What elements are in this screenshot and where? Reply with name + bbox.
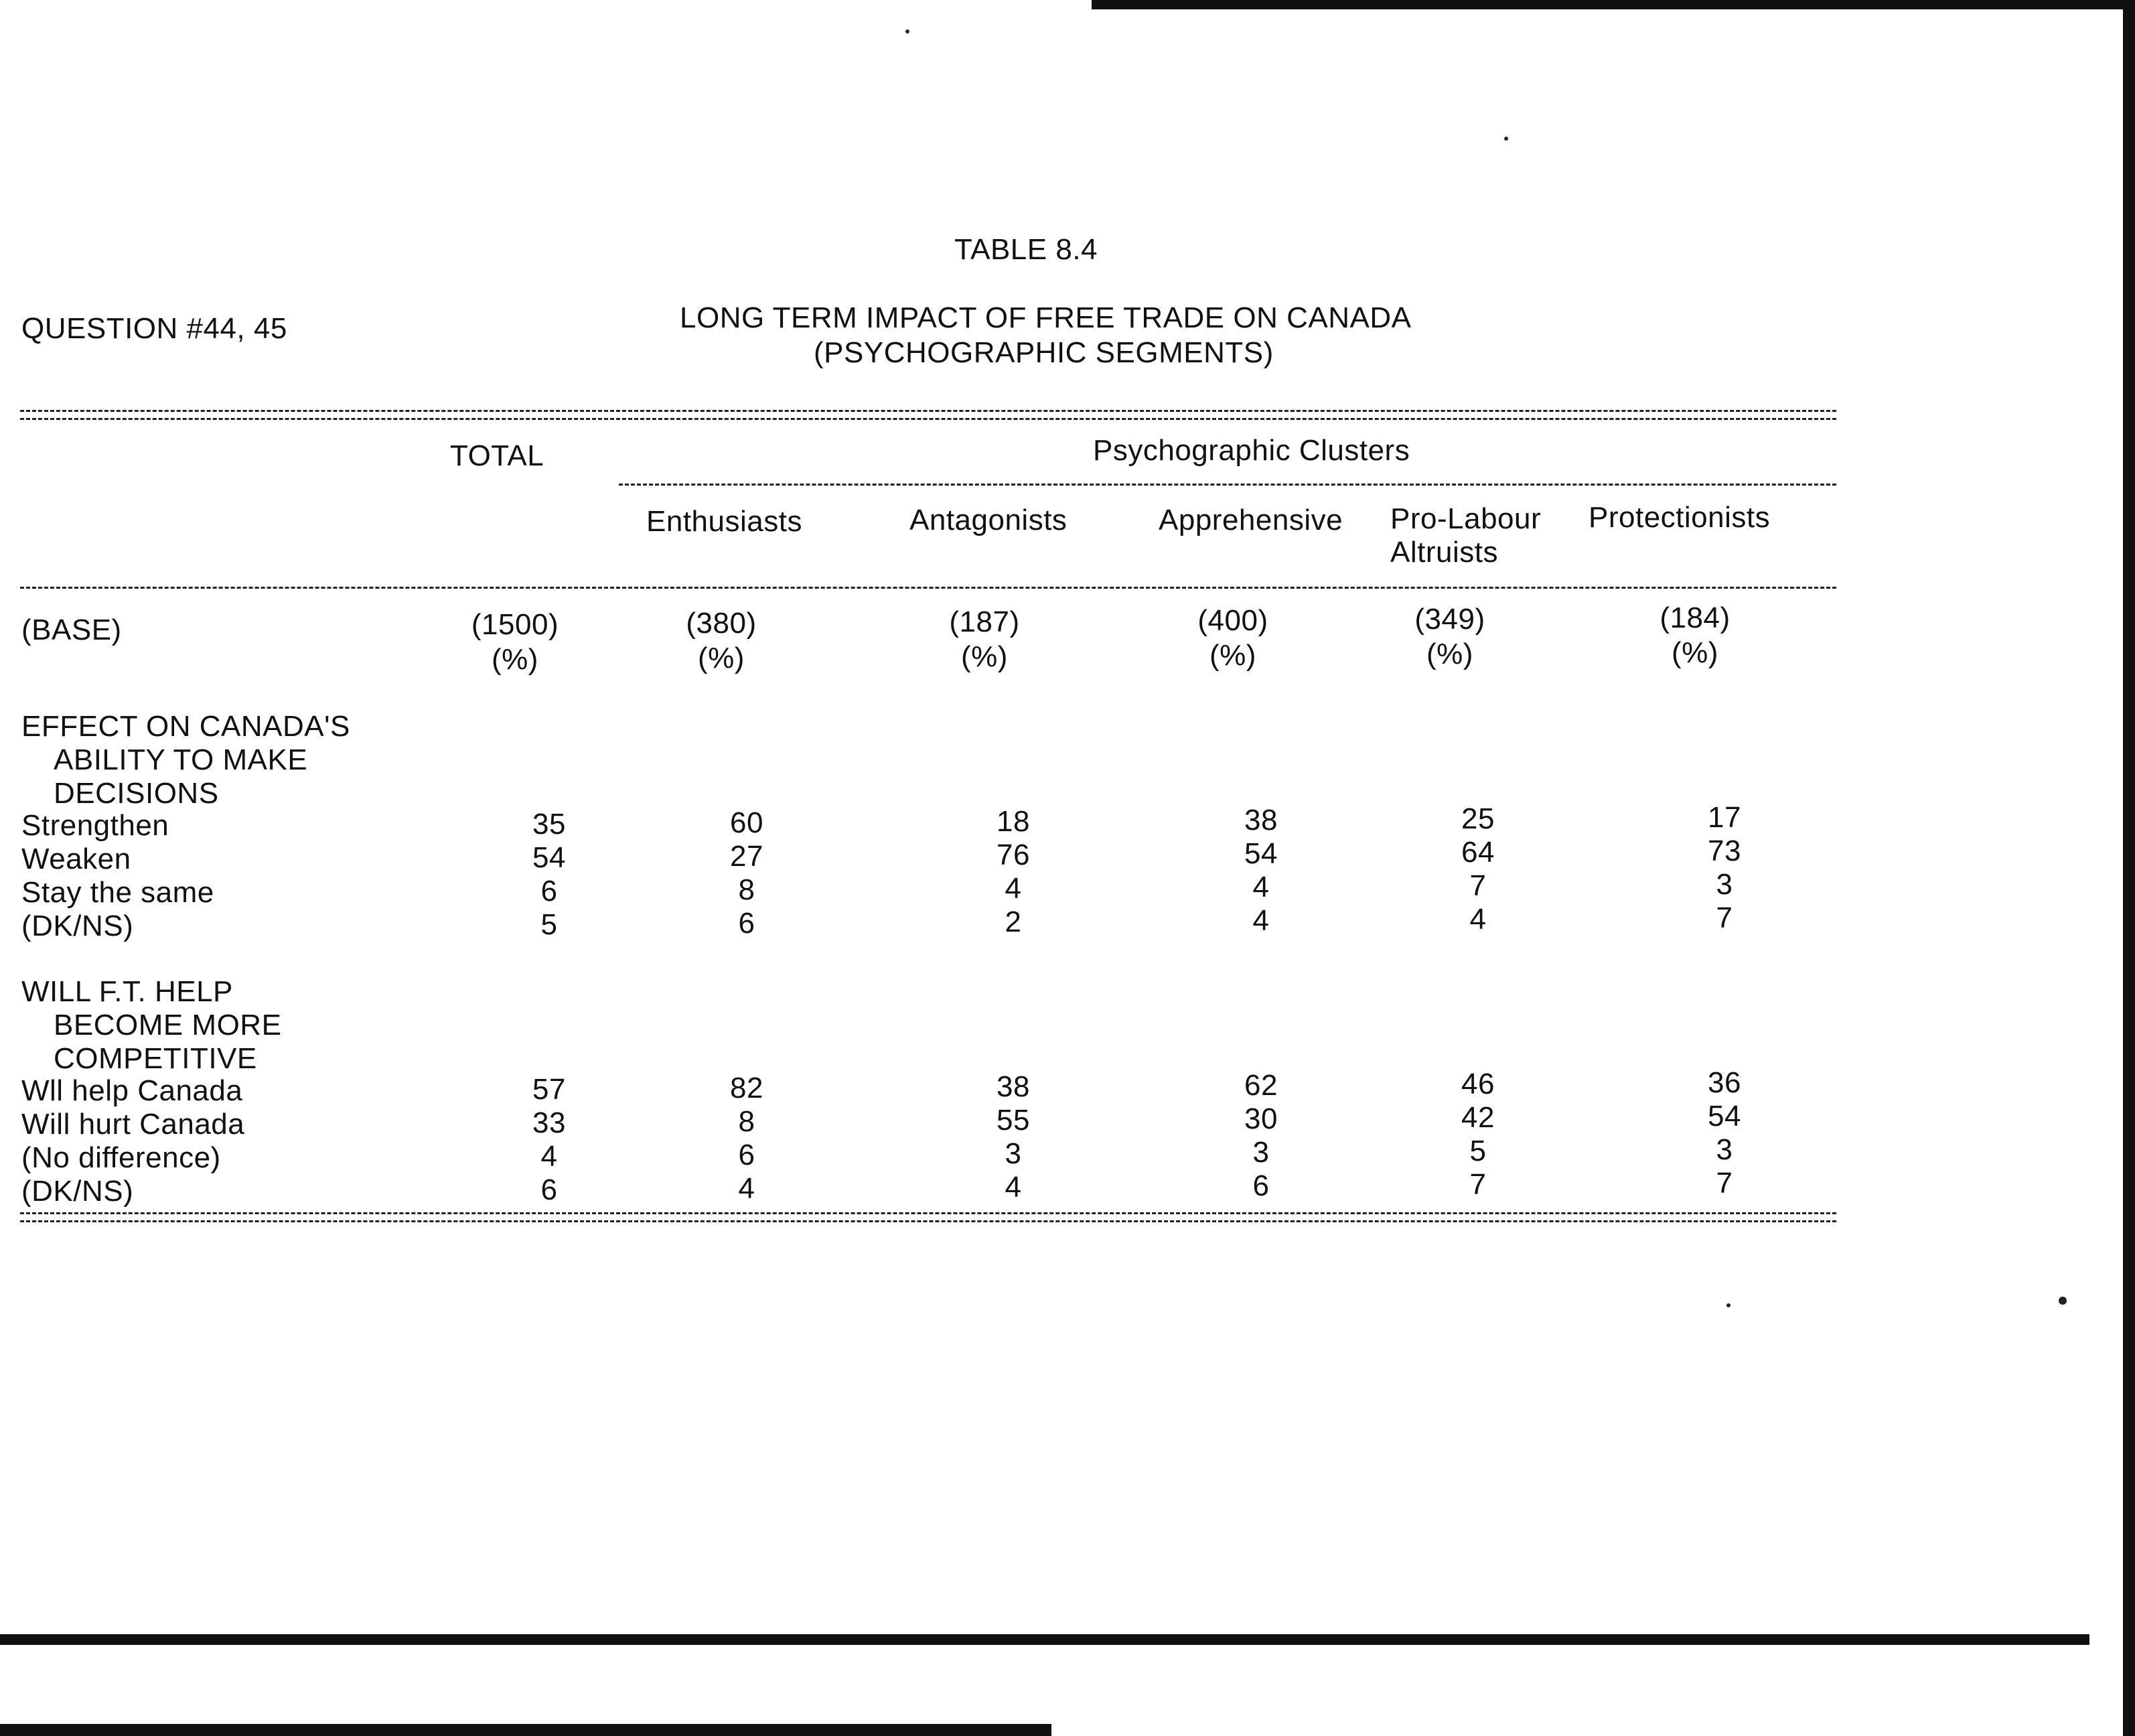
cluster-group-header: Psychographic Clusters [1093, 434, 1410, 467]
scan-bottom-edge [0, 1634, 2089, 1645]
cell-value: 7 [1469, 1168, 1487, 1201]
scan-speck [905, 29, 909, 33]
cell-value: 57 [532, 1073, 566, 1106]
section-heading: BECOME MORE [54, 1009, 282, 1041]
cell-value: 4 [738, 1172, 755, 1205]
cell-value: 4 [1469, 903, 1487, 936]
base-value-enthusiasts: (380) [686, 607, 757, 640]
cell-value: 38 [997, 1070, 1030, 1103]
scan-speck [1726, 1303, 1731, 1307]
column-header-apprehensive: Apprehensive [1159, 504, 1343, 536]
cell-value: 7 [1716, 1167, 1733, 1200]
table-title: LONG TERM IMPACT OF FREE TRADE ON CANADA [680, 301, 1412, 334]
cell-value: 4 [1005, 1171, 1022, 1204]
section-heading: DECISIONS [54, 777, 219, 810]
cell-value: 3 [1716, 1133, 1733, 1166]
row-label: (DK/NS) [21, 1175, 134, 1208]
cell-value: 35 [532, 808, 566, 841]
cell-value: 82 [730, 1072, 763, 1104]
cell-value: 27 [730, 840, 763, 873]
row-label: (DK/NS) [21, 910, 134, 942]
row-label: Wll help Canada [21, 1074, 243, 1107]
column-header-altruists: Altruists [1390, 536, 1498, 569]
base-row-label: (BASE) [21, 613, 122, 646]
section-heading: COMPETITIVE [54, 1042, 257, 1075]
cell-value: 55 [997, 1104, 1030, 1137]
row-label: Weaken [21, 843, 131, 875]
cell-value: 54 [1708, 1100, 1741, 1133]
cell-value: 36 [1708, 1066, 1741, 1099]
base-value-pro-labour: (349) [1414, 603, 1485, 636]
row-label: (No difference) [21, 1141, 221, 1174]
row-label: Strengthen [21, 809, 169, 842]
base-pct-total: (%) [492, 643, 538, 676]
base-value-total: (1500) [471, 608, 559, 641]
table-subtitle: (PSYCHOGRAPHIC SEGMENTS) [814, 336, 1274, 369]
cell-value: 33 [532, 1106, 566, 1139]
base-pct-protectionists: (%) [1672, 636, 1718, 669]
base-value-protectionists: (184) [1660, 601, 1731, 634]
scan-speck [2059, 1297, 2067, 1305]
column-header-antagonists: Antagonists [909, 504, 1068, 536]
cell-value: 60 [730, 806, 763, 839]
base-value-antagonists: (187) [949, 605, 1020, 638]
scan-right-edge [2123, 0, 2135, 1736]
section-heading: ABILITY TO MAKE [54, 743, 308, 776]
cell-value: 3 [1252, 1136, 1270, 1169]
cell-value: 73 [1708, 835, 1741, 867]
cell-value: 7 [1469, 869, 1487, 902]
cell-value: 18 [997, 805, 1030, 838]
cell-value: 62 [1244, 1069, 1278, 1102]
scan-speck [1504, 137, 1508, 141]
column-header-pro-labour: Pro-Labour [1390, 502, 1542, 535]
cell-value: 38 [1244, 804, 1278, 837]
section-heading: WILL F.T. HELP [21, 975, 233, 1008]
cell-value: 4 [1252, 904, 1270, 937]
row-label: Stay the same [21, 876, 214, 909]
cell-value: 2 [1005, 906, 1022, 938]
base-pct-antagonists: (%) [961, 640, 1008, 673]
section-heading: EFFECT ON CANADA'S [21, 710, 350, 743]
cell-value: 46 [1461, 1068, 1495, 1100]
cell-value: 6 [540, 1173, 558, 1206]
table-bottom-double-rule [20, 1212, 1836, 1222]
cell-value: 3 [1716, 868, 1733, 901]
cell-value: 54 [1244, 837, 1278, 870]
base-pct-pro-labour: (%) [1426, 638, 1473, 670]
cell-value: 17 [1708, 801, 1741, 834]
cell-value: 8 [738, 1105, 755, 1138]
cell-value: 30 [1244, 1102, 1278, 1135]
row-label: Will hurt Canada [21, 1108, 245, 1141]
scan-bottom-band [0, 1724, 1051, 1736]
cell-value: 7 [1716, 901, 1733, 934]
cell-value: 4 [1252, 871, 1270, 903]
cell-value: 5 [1469, 1135, 1487, 1167]
table-top-double-rule [20, 410, 1836, 420]
cell-value: 6 [738, 907, 755, 940]
column-header-rule [20, 587, 1836, 589]
cell-value: 42 [1461, 1101, 1495, 1134]
scan-top-edge [1092, 0, 2135, 9]
cell-value: 4 [540, 1140, 558, 1173]
column-header-enthusiasts: Enthusiasts [646, 505, 802, 538]
cell-value: 6 [540, 875, 558, 908]
cell-value: 6 [738, 1139, 755, 1171]
base-pct-apprehensive: (%) [1209, 639, 1256, 672]
cell-value: 76 [997, 839, 1030, 871]
cluster-header-rule [619, 484, 1836, 486]
cell-value: 25 [1461, 802, 1495, 835]
total-header: TOTAL [450, 439, 544, 472]
cell-value: 54 [532, 841, 566, 874]
cell-value: 3 [1005, 1137, 1022, 1170]
table-label: TABLE 8.4 [954, 233, 1098, 266]
column-header-protectionists: Protectionists [1589, 501, 1771, 534]
question-number: QUESTION #44, 45 [21, 312, 287, 345]
cell-value: 64 [1461, 836, 1495, 869]
base-pct-enthusiasts: (%) [698, 642, 745, 674]
cell-value: 8 [738, 873, 755, 906]
cell-value: 5 [540, 908, 558, 941]
cell-value: 4 [1005, 872, 1022, 905]
cell-value: 6 [1252, 1169, 1270, 1202]
base-value-apprehensive: (400) [1197, 604, 1268, 637]
